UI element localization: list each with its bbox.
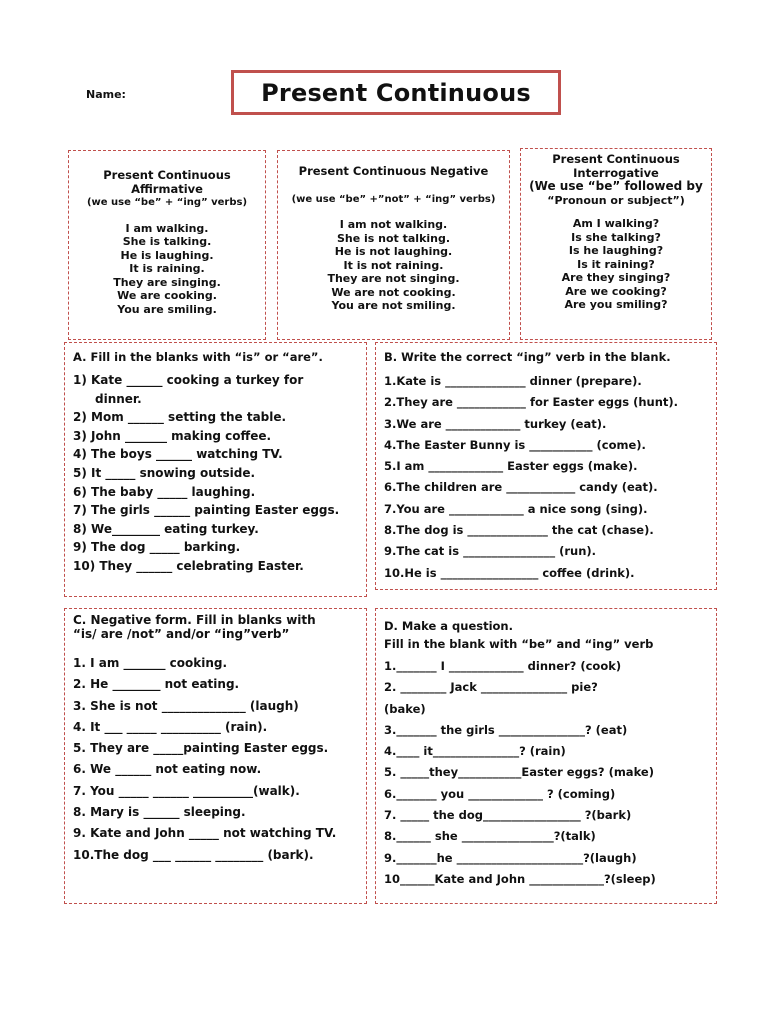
section-b-header: B. Write the correct “ing” verb in the blank. bbox=[384, 350, 671, 364]
negative-heading: Present Continuous Negative bbox=[298, 164, 489, 178]
affirmative-rule: (we use “be” + “ing” verbs) bbox=[86, 197, 248, 208]
exercise-line: dinner. bbox=[95, 391, 142, 406]
example-line: She is not talking. bbox=[336, 231, 451, 245]
exercise-line: 9. Kate and John _____ not watching TV. bbox=[73, 826, 337, 841]
exercise-line: 1.Kate is ______________ dinner (prepare). bbox=[384, 374, 642, 388]
example-line: You are not smiling. bbox=[331, 299, 456, 312]
exercise-line: 10______Kate and John _____________?(sleep) bbox=[384, 871, 656, 886]
section-c-header-2: “is/ are /not” and/or “ing”verb” bbox=[73, 627, 290, 641]
example-line: I am not walking. bbox=[339, 218, 448, 231]
example-line: They are singing. bbox=[113, 275, 221, 289]
interrogative-box bbox=[520, 148, 712, 340]
exercise-line: 6._______ you _____________ ? (coming) bbox=[384, 786, 616, 801]
example-line: Am I walking? bbox=[572, 217, 660, 230]
example-line: We are cooking. bbox=[117, 289, 217, 302]
example-line: Is he laughing? bbox=[568, 244, 664, 257]
affirmative-examples bbox=[69, 222, 265, 317]
example-line: It is raining. bbox=[129, 262, 205, 275]
exercise-line: 5) It _____ snowing outside. bbox=[73, 465, 256, 480]
exercise-line: 1) Kate ______ cooking a turkey for bbox=[73, 373, 304, 387]
negative-examples bbox=[278, 218, 509, 313]
example-line: It is not raining. bbox=[343, 258, 444, 272]
affirmative-subheading: Affirmative bbox=[131, 181, 203, 196]
section-a-header: A. Fill in the blanks with “is” or “are”. bbox=[73, 350, 323, 364]
exercise-line: 9) The dog _____ barking. bbox=[73, 540, 241, 555]
interrogative-examples bbox=[521, 217, 711, 312]
exercise-line: 5. _____they___________Easter eggs? (make) bbox=[384, 765, 654, 780]
exercise-line: 2.They are ____________ for Easter eggs (hunt). bbox=[384, 395, 679, 410]
exercise-line: 8. Mary is ______ sleeping. bbox=[73, 805, 246, 820]
example-line: Is she talking? bbox=[571, 230, 661, 244]
example-line: He is not laughing. bbox=[334, 245, 453, 258]
exercise-line: 1. I am _______ cooking. bbox=[73, 656, 228, 670]
exercise-line: 7) The girls ______ painting Easter eggs. bbox=[73, 503, 340, 518]
exercise-line: 7. You _____ ______ __________(walk). bbox=[73, 783, 300, 798]
example-line: Is it raining? bbox=[577, 257, 655, 271]
exercise-line: 4. It ___ _____ __________ (rain). bbox=[73, 719, 268, 734]
exercise-line: 2. He ________ not eating. bbox=[73, 677, 240, 692]
section-d-header-1: D. Make a question. bbox=[384, 619, 513, 633]
section-b bbox=[375, 342, 717, 590]
exercise-line: 10) They ______ celebrating Easter. bbox=[73, 558, 304, 573]
exercise-line: 9._______he ______________________?(laugh) bbox=[384, 850, 637, 865]
section-d bbox=[375, 608, 717, 904]
exercise-line: 8.______ she ________________?(talk) bbox=[384, 829, 596, 844]
exercise-line: 1._______ I _____________ dinner? (cook) bbox=[384, 659, 622, 673]
exercise-line: 3) John _______ making coffee. bbox=[73, 428, 272, 443]
affirmative-box bbox=[68, 150, 266, 340]
example-line: Are they singing? bbox=[561, 271, 671, 284]
exercise-line: 8.The dog is ______________ the cat (chase). bbox=[384, 523, 654, 538]
exercise-line: 4.The Easter Bunny is ___________ (come). bbox=[384, 437, 646, 452]
interrogative-rule-1: (We use “be” followed by bbox=[529, 179, 703, 193]
exercise-line: 5. They are _____painting Easter eggs. bbox=[73, 741, 329, 756]
name-label: Name: bbox=[86, 88, 126, 101]
example-line: You are smiling. bbox=[117, 302, 217, 316]
exercise-line: 4.____ it_______________? (rain) bbox=[384, 744, 566, 759]
example-line: I am walking. bbox=[125, 221, 209, 235]
section-c bbox=[64, 608, 367, 904]
section-c-header-1: C. Negative form. Fill in blanks with bbox=[73, 613, 316, 627]
exercise-line: 6) The baby _____ laughing. bbox=[73, 484, 256, 499]
exercise-line: 3.We are _____________ turkey (eat). bbox=[384, 416, 607, 431]
exercise-line: 2) Mom ______ setting the table. bbox=[73, 410, 287, 425]
negative-rule: (we use “be” +”not” + “ing” verbs) bbox=[291, 193, 496, 205]
exercise-line: 2. ________ Jack _______________ pie? bbox=[384, 680, 598, 695]
exercise-line: 7. _____ the dog_________________ ?(bark) bbox=[384, 808, 632, 823]
example-line: Are we cooking? bbox=[565, 284, 667, 298]
example-line: He is laughing. bbox=[120, 248, 214, 262]
exercise-line: 4) The boys ______ watching TV. bbox=[73, 447, 283, 462]
page-title: Present Continuous bbox=[231, 70, 561, 115]
interrogative-heading: Present Continuous bbox=[552, 152, 680, 166]
exercise-line: 10.He is _________________ coffee (drink). bbox=[384, 565, 635, 580]
section-a bbox=[64, 342, 367, 597]
negative-box bbox=[277, 150, 510, 340]
section-d-header-2: Fill in the blank with “be” and “ing” verb bbox=[384, 637, 654, 651]
example-line: She is talking. bbox=[122, 235, 212, 248]
exercise-line: 3. She is not ______________ (laugh) bbox=[73, 698, 299, 713]
example-line: They are not singing. bbox=[327, 272, 460, 285]
exercise-line: 9.The cat is ________________ (run). bbox=[384, 544, 597, 559]
exercise-line: 7.You are _____________ a nice song (sing). bbox=[384, 501, 648, 516]
exercise-line: 8) We________ eating turkey. bbox=[73, 521, 259, 536]
affirmative-heading: Present Continuous bbox=[103, 168, 231, 182]
exercise-line: 5.I am _____________ Easter eggs (make). bbox=[384, 459, 638, 474]
example-line: We are not cooking. bbox=[331, 285, 456, 299]
exercise-line: 6. We ______ not eating now. bbox=[73, 762, 262, 777]
example-line: Are you smiling? bbox=[564, 298, 668, 311]
interrogative-rule-2: “Pronoun or subject”) bbox=[547, 193, 685, 207]
exercise-line: 10.The dog ___ ______ ________ (bark). bbox=[73, 847, 314, 862]
interrogative-subheading: Interrogative bbox=[573, 165, 659, 180]
exercise-line: 3._______ the girls _______________? (eat) bbox=[384, 722, 628, 737]
exercise-line: 6.The children are ____________ candy (eat). bbox=[384, 480, 658, 495]
exercise-line: (bake) bbox=[384, 701, 426, 716]
